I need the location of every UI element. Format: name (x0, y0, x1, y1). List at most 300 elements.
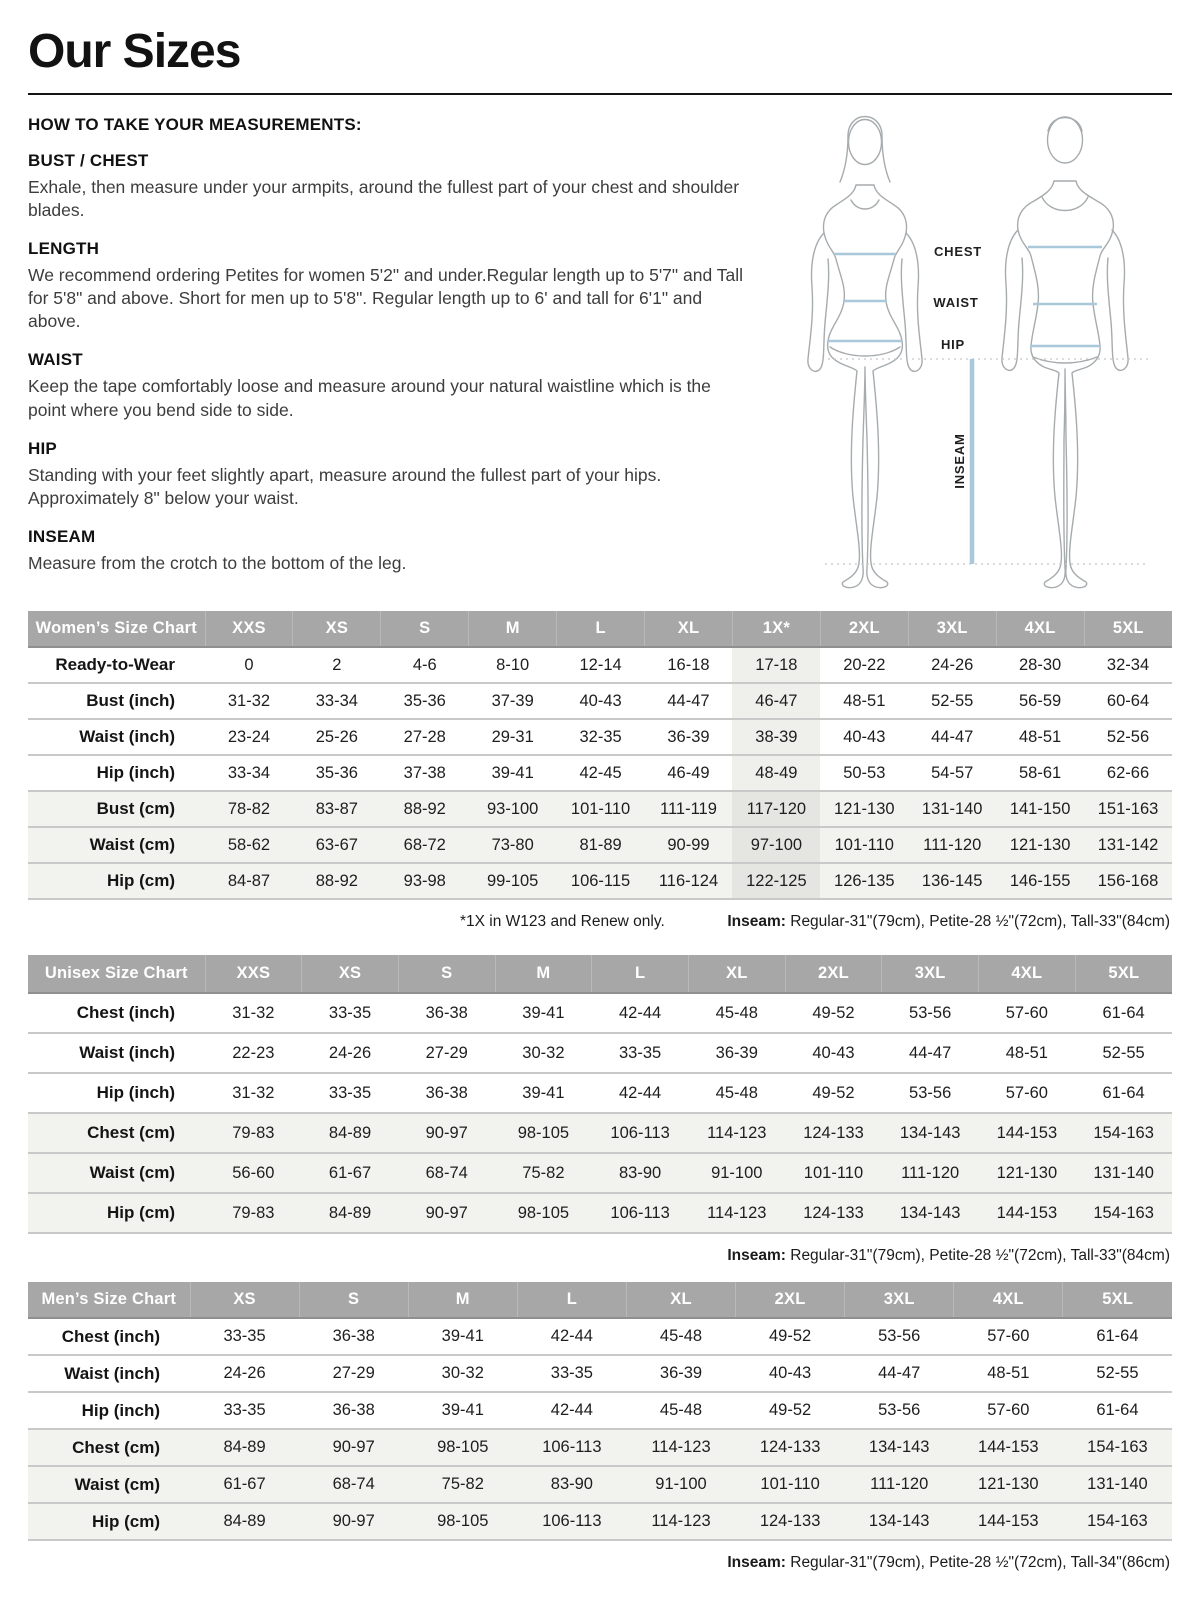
table-cell: 84-89 (302, 1193, 399, 1233)
table-cell: 106-113 (592, 1113, 689, 1153)
row-label: Chest (cm) (28, 1429, 190, 1466)
table-row (28, 1113, 1172, 1153)
table-cell: 79-83 (205, 1193, 302, 1233)
table-cell: 39-41 (408, 1318, 517, 1355)
column-header-xs: XS (190, 1282, 299, 1318)
row-label: Ready-to-Wear (28, 647, 205, 683)
table-cell: 44-47 (908, 719, 996, 755)
header-row (28, 955, 1172, 993)
table-cell: 134-143 (845, 1429, 954, 1466)
table-cell: 44-47 (845, 1355, 954, 1392)
table-cell: 45-48 (626, 1318, 735, 1355)
table-cell: 106-113 (592, 1193, 689, 1233)
table-title: Women’s Size Chart (28, 611, 205, 647)
table-cell: 144-153 (954, 1503, 1063, 1540)
table-cell: 63-67 (293, 827, 381, 863)
table-cell: 24-26 (302, 1033, 399, 1073)
column-header-1x: 1X* (732, 611, 820, 647)
column-header-s: S (398, 955, 495, 993)
table-row (28, 863, 1172, 899)
table-cell: 88-92 (293, 863, 381, 899)
table-cell: 90-97 (299, 1429, 408, 1466)
table-cell: 42-44 (592, 1073, 689, 1113)
table-cell: 24-26 (908, 647, 996, 683)
measurement-instructions (28, 115, 746, 575)
table-cell: 27-28 (381, 719, 469, 755)
table-cell: 114-123 (626, 1503, 735, 1540)
row-label: Bust (cm) (28, 791, 205, 827)
table-cell: 50-53 (820, 755, 908, 791)
table-cell: 144-153 (979, 1113, 1076, 1153)
table-cell: 111-120 (845, 1466, 954, 1503)
table-cell: 134-143 (845, 1503, 954, 1540)
table-cell: 2 (293, 647, 381, 683)
table-cell: 79-83 (205, 1113, 302, 1153)
table-cell: 49-52 (736, 1392, 845, 1429)
table-cell: 4-6 (381, 647, 469, 683)
table-cell: 121-130 (979, 1153, 1076, 1193)
table-cell: 91-100 (688, 1153, 785, 1193)
table-cell: 36-38 (398, 993, 495, 1033)
table-cell: 36-39 (688, 1033, 785, 1073)
column-header-2xl: 2XL (736, 1282, 845, 1318)
table-cell: 106-113 (517, 1429, 626, 1466)
table-cell: 44-47 (882, 1033, 979, 1073)
table-cell: 57-60 (979, 993, 1076, 1033)
table-cell: 106-113 (517, 1503, 626, 1540)
table-cell: 48-49 (732, 755, 820, 791)
table-cell: 46-49 (645, 755, 733, 791)
row-label: Chest (cm) (28, 1113, 205, 1153)
column-header-5xl: 5XL (1084, 611, 1172, 647)
table-cell: 61-64 (1063, 1318, 1172, 1355)
header-row (28, 611, 1172, 647)
table-row (28, 683, 1172, 719)
page-title: Our Sizes (28, 25, 241, 78)
table-cell: 36-38 (398, 1073, 495, 1113)
table-cell: 33-35 (592, 1033, 689, 1073)
table-cell: 36-38 (299, 1318, 408, 1355)
column-header-3xl: 3XL (882, 955, 979, 993)
table-cell: 131-140 (1075, 1153, 1172, 1193)
table-cell: 114-123 (626, 1429, 735, 1466)
column-header-xl: XL (626, 1282, 735, 1318)
table-cell: 124-133 (736, 1503, 845, 1540)
table-cell: 53-56 (882, 993, 979, 1033)
table-cell: 134-143 (882, 1113, 979, 1153)
inseam-footnote-text: Regular-31"(79cm), Petite-28 ½"(72cm), Tall-34"(86cm) (785, 1554, 1170, 1571)
table-cell: 39-41 (469, 755, 557, 791)
table-cell: 131-140 (908, 791, 996, 827)
section-title-inseam: INSEAM (28, 526, 96, 546)
row-label: Waist (inch) (28, 719, 205, 755)
table-cell: 17-18 (732, 647, 820, 683)
table-cell: 23-24 (205, 719, 293, 755)
table-cell: 61-64 (1075, 993, 1172, 1033)
table-cell: 93-100 (469, 791, 557, 827)
table-cell: 83-90 (592, 1153, 689, 1193)
table-cell: 136-145 (908, 863, 996, 899)
table-cell: 49-52 (785, 993, 882, 1033)
table-cell: 78-82 (205, 791, 293, 827)
table-cell: 97-100 (732, 827, 820, 863)
row-label: Hip (cm) (28, 1193, 205, 1233)
row-label: Bust (inch) (28, 683, 205, 719)
column-header-2xl: 2XL (785, 955, 882, 993)
table-cell: 98-105 (495, 1193, 592, 1233)
table-cell: 121-130 (996, 827, 1084, 863)
section-title-length: LENGTH (28, 239, 100, 259)
table-cell: 52-55 (908, 683, 996, 719)
table-cell: 98-105 (408, 1503, 517, 1540)
table-cell: 37-38 (381, 755, 469, 791)
column-header-m: M (469, 611, 557, 647)
table-cell: 33-35 (190, 1318, 299, 1355)
table-cell: 53-56 (845, 1392, 954, 1429)
table-cell: 98-105 (495, 1113, 592, 1153)
table-row (28, 1193, 1172, 1233)
table-cell: 20-22 (820, 647, 908, 683)
table-cell: 116-124 (645, 863, 733, 899)
table-cell: 49-52 (785, 1073, 882, 1113)
column-header-5xl: 5XL (1075, 955, 1172, 993)
table-cell: 61-67 (190, 1466, 299, 1503)
table-cell: 83-87 (293, 791, 381, 827)
column-header-m: M (408, 1282, 517, 1318)
title-divider (28, 93, 1172, 95)
unisex-chart-footnotes (28, 1234, 1172, 1274)
table-cell: 46-47 (732, 683, 820, 719)
section-body-inseam: Measure from the crotch to the bottom of the leg. (28, 552, 407, 573)
table-cell: 53-56 (845, 1318, 954, 1355)
table-cell: 98-105 (408, 1429, 517, 1466)
table-cell: 134-143 (882, 1193, 979, 1233)
column-header-xl: XL (688, 955, 785, 993)
column-header-xxs: XXS (205, 611, 293, 647)
table-cell: 68-74 (398, 1153, 495, 1193)
table-cell: 42-44 (517, 1318, 626, 1355)
table-cell: 90-97 (398, 1193, 495, 1233)
table-cell: 31-32 (205, 1073, 302, 1113)
table-cell: 52-55 (1063, 1355, 1172, 1392)
inseam-footnote-text: Regular-31"(79cm), Petite-28 ½"(72cm), Tall-33"(84cm) (785, 913, 1170, 930)
table-cell: 62-66 (1084, 755, 1172, 791)
table-cell: 45-48 (688, 993, 785, 1033)
table-row (28, 993, 1172, 1033)
column-header-xs: XS (293, 611, 381, 647)
womens-inseam-footnote (727, 913, 1170, 931)
table-cell: 39-41 (495, 993, 592, 1033)
column-header-m: M (495, 955, 592, 993)
womens-1x-footnote: *1X in W123 and Renew only. (460, 913, 665, 930)
table-cell: 101-110 (785, 1153, 882, 1193)
row-label: Hip (inch) (28, 1073, 205, 1113)
table-cell: 90-99 (645, 827, 733, 863)
unisex-size-chart (28, 955, 1172, 1234)
table-cell: 33-34 (205, 755, 293, 791)
column-header-4xl: 4XL (954, 1282, 1063, 1318)
table-cell: 121-130 (820, 791, 908, 827)
inseam-footnote-label: Inseam: (727, 1247, 786, 1264)
table-cell: 44-47 (645, 683, 733, 719)
table-cell: 33-35 (302, 993, 399, 1033)
table-cell: 27-29 (299, 1355, 408, 1392)
table-cell: 84-89 (302, 1113, 399, 1153)
waist-label: WAIST (933, 295, 979, 310)
table-cell: 156-168 (1084, 863, 1172, 899)
table-cell: 60-64 (1084, 683, 1172, 719)
column-header-2xl: 2XL (820, 611, 908, 647)
row-label: Waist (cm) (28, 1466, 190, 1503)
table-cell: 154-163 (1075, 1193, 1172, 1233)
table-cell: 154-163 (1063, 1503, 1172, 1540)
body-measurement-figure (770, 109, 1200, 599)
row-label: Waist (cm) (28, 827, 205, 863)
table-cell: 40-43 (557, 683, 645, 719)
table-cell: 36-39 (645, 719, 733, 755)
table-cell: 31-32 (205, 993, 302, 1033)
table-cell: 126-135 (820, 863, 908, 899)
table-cell: 91-100 (626, 1466, 735, 1503)
table-cell: 57-60 (954, 1318, 1063, 1355)
table-row (28, 1355, 1172, 1392)
mens-size-chart (28, 1282, 1172, 1541)
table-cell: 39-41 (495, 1073, 592, 1113)
table-cell: 24-26 (190, 1355, 299, 1392)
section-body-waist: Keep the tape comfortably loose and measure around your natural waistline which is the point where you bend side to side. (28, 376, 711, 420)
table-row (28, 647, 1172, 683)
table-cell: 99-105 (469, 863, 557, 899)
table-cell: 111-120 (882, 1153, 979, 1193)
table-row (28, 1033, 1172, 1073)
table-cell: 36-38 (299, 1392, 408, 1429)
table-cell: 84-87 (205, 863, 293, 899)
table-cell: 25-26 (293, 719, 381, 755)
column-header-4xl: 4XL (979, 955, 1076, 993)
table-cell: 124-133 (785, 1113, 882, 1153)
table-cell: 42-44 (592, 993, 689, 1033)
table-cell: 12-14 (557, 647, 645, 683)
table-cell: 111-119 (645, 791, 733, 827)
table-cell: 49-52 (736, 1318, 845, 1355)
table-cell: 146-155 (996, 863, 1084, 899)
row-label: Hip (cm) (28, 1503, 190, 1540)
table-row (28, 1153, 1172, 1193)
table-cell: 68-74 (299, 1466, 408, 1503)
column-header-xl: XL (645, 611, 733, 647)
table-cell: 33-35 (190, 1392, 299, 1429)
section-title-hip: HIP (28, 438, 57, 458)
section-body-bust-chest: Exhale, then measure under your armpits, around the fullest part of your chest and shoulder blades. (28, 177, 740, 221)
table-cell: 114-123 (688, 1113, 785, 1153)
table-cell: 0 (205, 647, 293, 683)
table-cell: 35-36 (293, 755, 381, 791)
table-row (28, 1073, 1172, 1113)
column-header-3xl: 3XL (845, 1282, 954, 1318)
row-label: Chest (inch) (28, 993, 205, 1033)
inseam-footnote-label: Inseam: (727, 1554, 786, 1571)
instructions-heading: HOW TO TAKE YOUR MEASUREMENTS: (28, 115, 362, 134)
table-cell: 90-97 (398, 1113, 495, 1153)
table-cell: 93-98 (381, 863, 469, 899)
table-cell: 33-35 (517, 1355, 626, 1392)
table-cell: 144-153 (979, 1193, 1076, 1233)
table-cell: 22-23 (205, 1033, 302, 1073)
inseam-footnote-label: Inseam: (727, 913, 786, 930)
table-row (28, 755, 1172, 791)
table-cell: 53-56 (882, 1073, 979, 1113)
table-row (28, 1318, 1172, 1355)
section-body-hip: Standing with your feet slightly apart, measure around the fullest part of your hips. Approximately 8" below your waist. (28, 464, 662, 508)
table-cell: 68-72 (381, 827, 469, 863)
header-row (28, 1282, 1172, 1318)
table-cell: 61-64 (1063, 1392, 1172, 1429)
table-cell: 54-57 (908, 755, 996, 791)
table-cell: 101-110 (557, 791, 645, 827)
table-cell: 36-39 (626, 1355, 735, 1392)
female-figure (808, 117, 922, 588)
table-title: Unisex Size Chart (28, 955, 205, 993)
table-cell: 131-142 (1084, 827, 1172, 863)
table-cell: 52-56 (1084, 719, 1172, 755)
table-cell: 84-89 (190, 1503, 299, 1540)
hip-label: HIP (940, 337, 966, 352)
table-cell: 101-110 (736, 1466, 845, 1503)
table-cell: 117-120 (732, 791, 820, 827)
table-cell: 30-32 (408, 1355, 517, 1392)
table-cell: 45-48 (626, 1392, 735, 1429)
table-row (28, 791, 1172, 827)
table-cell: 111-120 (908, 827, 996, 863)
table-cell: 56-60 (205, 1153, 302, 1193)
table-cell: 32-34 (1084, 647, 1172, 683)
row-label: Hip (inch) (28, 1392, 190, 1429)
table-cell: 40-43 (785, 1033, 882, 1073)
column-header-s: S (299, 1282, 408, 1318)
table-cell: 73-80 (469, 827, 557, 863)
table-cell: 8-10 (469, 647, 557, 683)
table-cell: 154-163 (1075, 1113, 1172, 1153)
table-cell: 33-34 (293, 683, 381, 719)
row-label: Chest (inch) (28, 1318, 190, 1355)
table-cell: 124-133 (785, 1193, 882, 1233)
table-cell: 48-51 (996, 719, 1084, 755)
row-label: Waist (cm) (28, 1153, 205, 1193)
inseam-label: INSEAM (952, 433, 967, 489)
table-cell: 52-55 (1075, 1033, 1172, 1073)
table-cell: 37-39 (469, 683, 557, 719)
table-cell: 42-45 (557, 755, 645, 791)
table-cell: 30-32 (495, 1033, 592, 1073)
table-cell: 16-18 (645, 647, 733, 683)
table-cell: 61-64 (1075, 1073, 1172, 1113)
row-label: Hip (inch) (28, 755, 205, 791)
womens-size-chart (28, 611, 1172, 900)
unisex-inseam-footnote (727, 1247, 1170, 1265)
column-header-5xl: 5XL (1063, 1282, 1172, 1318)
table-row (28, 719, 1172, 755)
table-cell: 122-125 (732, 863, 820, 899)
mens-chart-footnotes (28, 1541, 1172, 1581)
table-cell: 39-41 (408, 1392, 517, 1429)
table-cell: 101-110 (820, 827, 908, 863)
table-cell: 58-62 (205, 827, 293, 863)
table-cell: 32-35 (557, 719, 645, 755)
table-cell: 83-90 (517, 1466, 626, 1503)
row-label: Hip (cm) (28, 863, 205, 899)
table-row (28, 827, 1172, 863)
table-cell: 33-35 (302, 1073, 399, 1113)
mens-inseam-footnote (727, 1554, 1170, 1572)
table-cell: 29-31 (469, 719, 557, 755)
table-cell: 141-150 (996, 791, 1084, 827)
table-cell: 124-133 (736, 1429, 845, 1466)
inseam-footnote-text: Regular-31"(79cm), Petite-28 ½"(72cm), Tall-33"(84cm) (785, 1247, 1170, 1264)
column-header-4xl: 4XL (996, 611, 1084, 647)
table-row (28, 1503, 1172, 1540)
column-header-l: L (517, 1282, 626, 1318)
table-cell: 75-82 (408, 1466, 517, 1503)
column-header-3xl: 3XL (908, 611, 996, 647)
table-cell: 84-89 (190, 1429, 299, 1466)
column-header-l: L (592, 955, 689, 993)
table-cell: 58-61 (996, 755, 1084, 791)
table-cell: 48-51 (979, 1033, 1076, 1073)
column-header-l: L (557, 611, 645, 647)
table-cell: 106-115 (557, 863, 645, 899)
table-cell: 121-130 (954, 1466, 1063, 1503)
table-row (28, 1466, 1172, 1503)
table-cell: 75-82 (495, 1153, 592, 1193)
table-cell: 48-51 (954, 1355, 1063, 1392)
table-cell: 88-92 (381, 791, 469, 827)
chest-label: CHEST (933, 244, 983, 259)
row-label: Waist (inch) (28, 1355, 190, 1392)
section-title-bust-chest: BUST / CHEST (28, 151, 149, 170)
table-title: Men’s Size Chart (28, 1282, 190, 1318)
table-cell: 42-44 (517, 1392, 626, 1429)
table-cell: 81-89 (557, 827, 645, 863)
table-cell: 45-48 (688, 1073, 785, 1113)
measurement-diagram (770, 109, 1200, 599)
table-cell: 114-123 (688, 1193, 785, 1233)
table-cell: 40-43 (820, 719, 908, 755)
table-cell: 90-97 (299, 1503, 408, 1540)
table-cell: 35-36 (381, 683, 469, 719)
table-row (28, 1392, 1172, 1429)
section-body-length: We recommend ordering Petites for women 5'2" and under.Regular length up to 5'7" and Tall for 5'8" and above. Short for men up to 5'8". Regular length up to 6' and tall for 6'1" and above. (28, 265, 743, 332)
table-cell: 38-39 (732, 719, 820, 755)
table-row (28, 1429, 1172, 1466)
table-cell: 40-43 (736, 1355, 845, 1392)
table-cell: 31-32 (205, 683, 293, 719)
table-cell: 56-59 (996, 683, 1084, 719)
table-cell: 154-163 (1063, 1429, 1172, 1466)
table-cell: 28-30 (996, 647, 1084, 683)
column-header-xs: XS (302, 955, 399, 993)
womens-chart-footnotes (28, 900, 1172, 940)
section-title-waist: WAIST (28, 350, 83, 370)
table-cell: 48-51 (820, 683, 908, 719)
table-cell: 57-60 (979, 1073, 1076, 1113)
table-cell: 144-153 (954, 1429, 1063, 1466)
male-figure (1002, 117, 1128, 588)
table-cell: 27-29 (398, 1033, 495, 1073)
table-cell: 57-60 (954, 1392, 1063, 1429)
table-cell: 61-67 (302, 1153, 399, 1193)
intro-section (28, 115, 1172, 611)
table-cell: 151-163 (1084, 791, 1172, 827)
